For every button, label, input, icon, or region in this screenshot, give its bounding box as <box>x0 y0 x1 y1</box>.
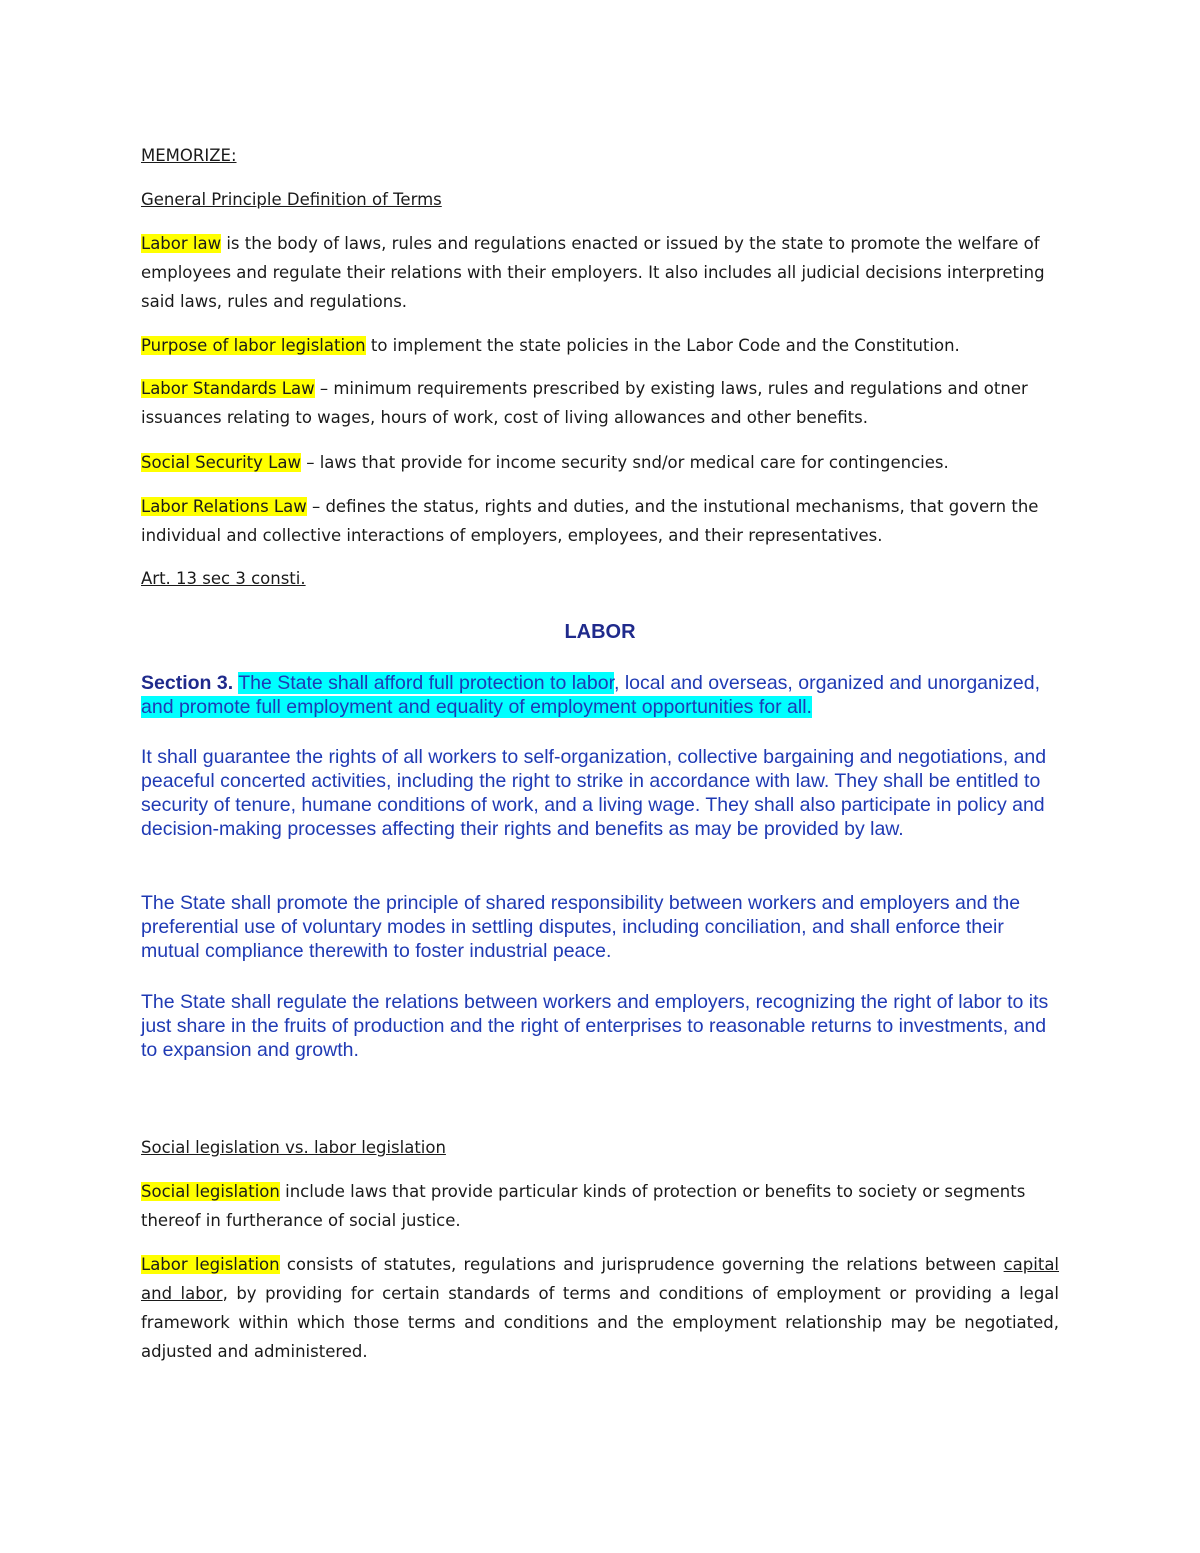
general-principle-heading: General Principle Definition of Terms <box>141 190 442 209</box>
definition-text: – laws that provide for income security snd/or medical care for contingencies. <box>300 453 949 472</box>
highlighted-clause: The State shall afford full protection to labor <box>238 672 614 694</box>
constitution-paragraph: The State shall promote the principle of shared responsibility between workers and employers and the preferential use of voluntary modes in settling disputes, including conciliation, and shall enforce their mutual compliance therewith to foster industrial peace. <box>141 892 1021 962</box>
highlighted-term: Labor Standards Law <box>141 379 315 398</box>
definition-text: consists of statutes, regulations and jurisprudence governing the relations between <box>279 1255 1004 1274</box>
definition-text: , by providing for certain standards of terms and conditions of employment or providing a legal framework within which those terms and conditions and the employment relationship may be negotiated, adjusted and administered. <box>141 1284 1059 1361</box>
section-text: , local and overseas, organized and unorganized, <box>614 672 1041 694</box>
highlighted-term: Social Security Law <box>141 453 301 472</box>
highlighted-clause: and promote full employment and equality of employment opportunities for all. <box>141 696 812 718</box>
highlighted-term: Labor law <box>141 234 222 253</box>
definition-labor-relations-law <box>141 492 1059 550</box>
constitution-paragraph: The State shall regulate the relations between workers and employers, recognizing the right of labor to its just share in the fruits of production and the right of enterprises to reasonable returns to investments, and to expansion and growth. <box>141 991 1049 1061</box>
highlighted-term: Labor legislation <box>141 1255 280 1274</box>
definition-text: – minimum requirements prescribed by existing laws, rules and regulations and otner issuances relating to wages, hours of work, cost of living allowances and other benefits. <box>141 379 1028 427</box>
definition-text: include laws that provide particular kinds of protection or benefits to society or segments thereof in furtherance of social justice. <box>141 1182 1026 1230</box>
article-reference: Art. 13 sec 3 consti. <box>141 569 306 588</box>
constitution-paragraph: It shall guarantee the rights of all workers to self-organization, collective bargaining and negotiations, and peaceful concerted activities, including the right to strike in accordance with law. They shall be entitled to security of tenure, humane conditions of work, and a living wage. They shall also participate in policy and decision-making processes affecting their rights and benefits as may be provided by law. <box>141 746 1047 840</box>
social-vs-labor-heading: Social legislation vs. labor legislation <box>141 1138 446 1157</box>
highlighted-term: Purpose of labor legislation <box>141 336 366 355</box>
highlighted-term: Labor Relations Law <box>141 497 307 516</box>
definition-text: – defines the status, rights and duties, and the instutional mechanisms, that govern the individual and collective interactions of employers, employees, and their representatives. <box>141 497 1039 545</box>
definition-purpose <box>141 331 1059 360</box>
highlighted-term: Social legislation <box>141 1182 280 1201</box>
section-label: Section 3. <box>141 672 234 694</box>
definition-social-security-law <box>141 448 1059 477</box>
labor-heading: LABOR <box>564 621 636 643</box>
memorize-label: MEMORIZE: <box>141 146 237 165</box>
definition-text: is the body of laws, rules and regulations enacted or issued by the state to promote the welfare of employees and regulate their relations with their employers. It also includes all judicial decisions interpreting said laws, rules and regulations. <box>141 234 1045 311</box>
definition-social-legislation <box>141 1177 1059 1235</box>
definition-labor-law <box>141 229 1059 316</box>
section-3-paragraph <box>141 671 1059 719</box>
underlined-phrase: capital and labor <box>141 1255 1060 1303</box>
definition-text: to implement the state policies in the Labor Code and the Constitution. <box>365 336 960 355</box>
definition-labor-legislation <box>141 1250 1059 1366</box>
definition-labor-standards-law <box>141 374 1059 432</box>
